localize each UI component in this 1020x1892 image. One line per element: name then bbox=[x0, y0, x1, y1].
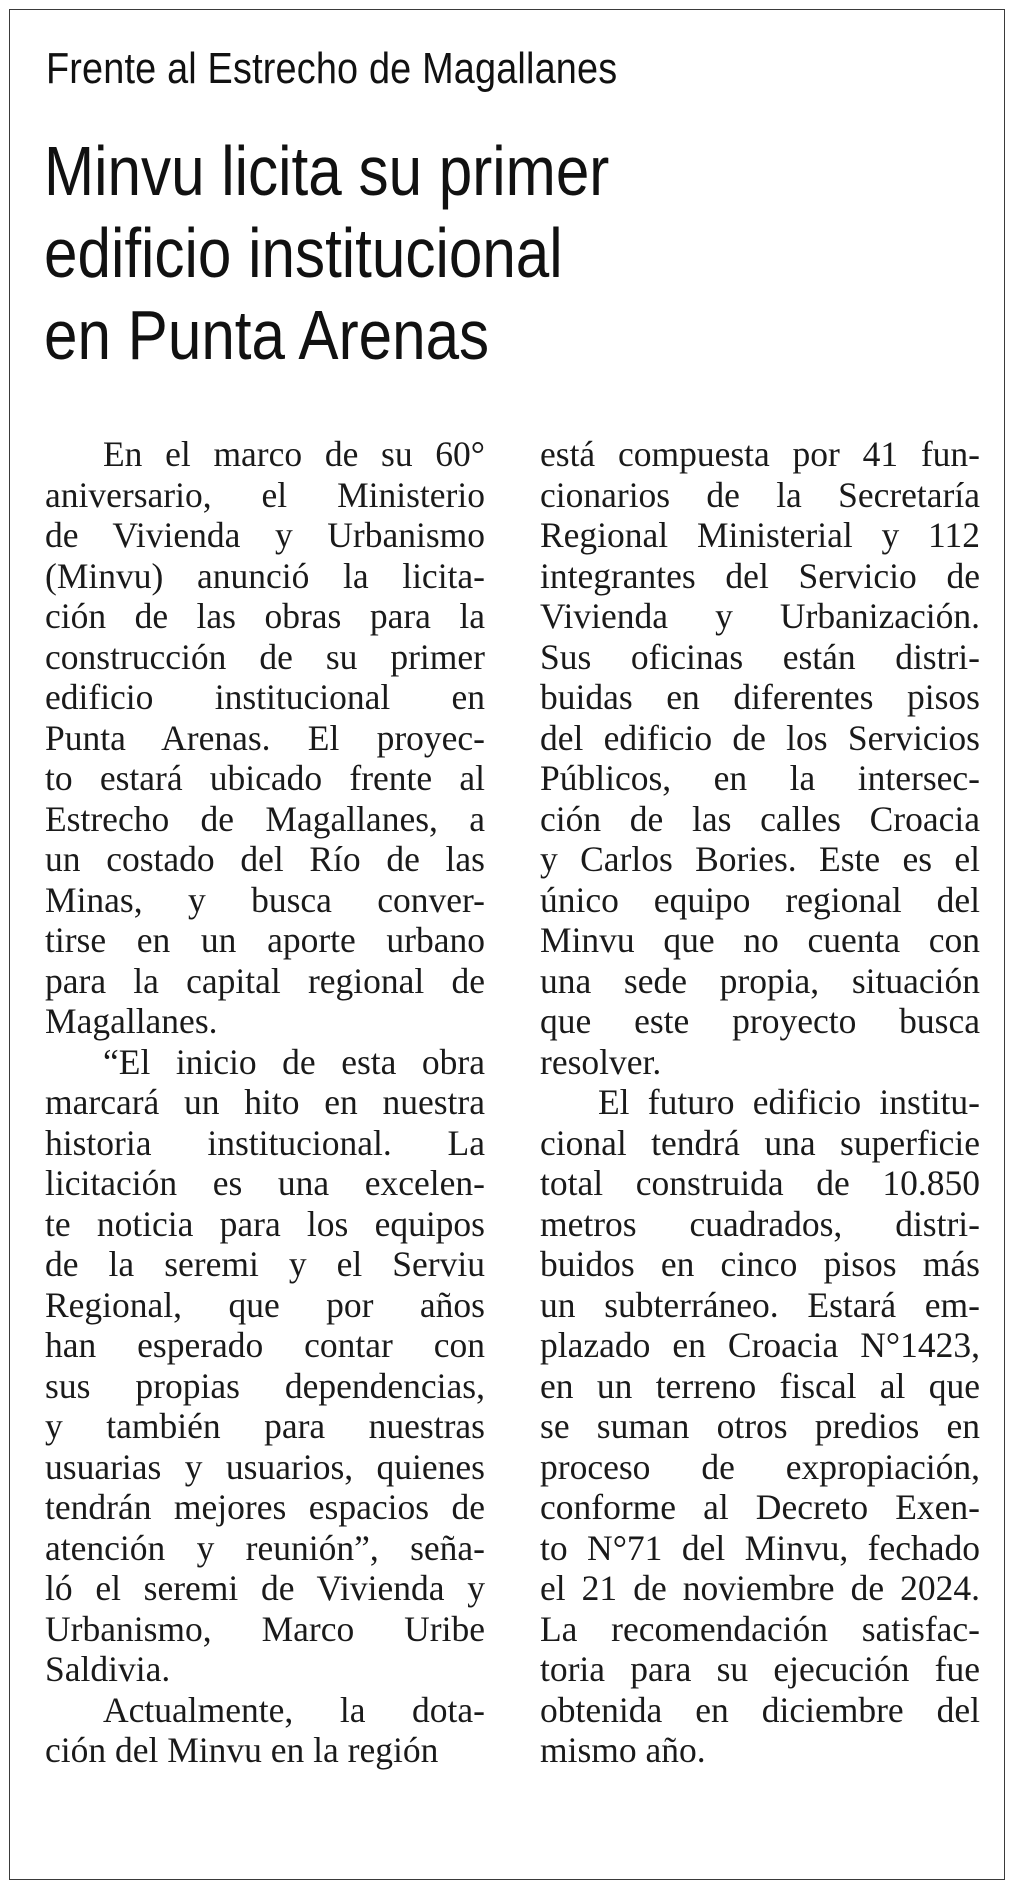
text-line: atención y reunión”, seña- bbox=[45, 1527, 485, 1568]
text-line: En el marco de su 60° bbox=[103, 434, 485, 474]
text-line: se suman otros predios en bbox=[540, 1406, 980, 1446]
text-line: mismo año. bbox=[540, 1730, 706, 1770]
text-line: Estrecho de Magallanes, a bbox=[45, 798, 485, 839]
text-line: y también para nuestras bbox=[45, 1406, 485, 1446]
text-line: en un terreno fiscal al que bbox=[540, 1365, 980, 1406]
text-line: obtenida en diciembre del bbox=[540, 1689, 980, 1730]
text-line: Públicos, en la intersec- bbox=[540, 758, 980, 798]
text-line: cional tendrá una superficie bbox=[540, 1122, 980, 1163]
text-line: Sus oficinas están distri- bbox=[540, 636, 980, 677]
text-line: y Carlos Bories. Este es el bbox=[540, 839, 980, 879]
article-kicker: Frente al Estrecho de Magallanes bbox=[46, 44, 618, 93]
text-line: edificio institucional en bbox=[45, 677, 485, 717]
right-column bbox=[540, 434, 980, 1771]
text-line: “El inicio de esta obra bbox=[103, 1041, 485, 1082]
text-line: ló el seremi de Vivienda y bbox=[45, 1568, 485, 1608]
text-line: te noticia para los equipos bbox=[45, 1203, 485, 1244]
text-line: usuarias y usuarios, quienes bbox=[45, 1446, 485, 1487]
text-line: proceso de expropiación, bbox=[540, 1446, 980, 1487]
text-line: buidas en diferentes pisos bbox=[540, 677, 980, 717]
text-line: Punta Arenas. El proyec- bbox=[45, 717, 485, 758]
text-line: to N°71 del Minvu, fechado bbox=[540, 1527, 980, 1568]
text-line: Regional, que por años bbox=[45, 1284, 485, 1325]
text-line: construcción de su primer bbox=[45, 636, 485, 677]
text-line: to estará ubicado frente al bbox=[45, 758, 485, 798]
article-headline bbox=[44, 130, 609, 376]
text-line: de la seremi y el Serviu bbox=[45, 1244, 485, 1284]
headline-line: Minvu licita su primer bbox=[44, 132, 610, 210]
text-line: del edificio de los Servicios bbox=[540, 717, 980, 758]
text-line: un subterráneo. Estará em- bbox=[540, 1284, 980, 1325]
text-line: ción de las calles Croacia bbox=[540, 798, 980, 839]
text-line: buidos en cinco pisos más bbox=[540, 1244, 980, 1284]
text-line: historia institucional. La bbox=[45, 1122, 485, 1163]
text-line: conforme al Decreto Exen- bbox=[540, 1487, 980, 1527]
text-line: Urbanismo, Marco Uribe bbox=[45, 1608, 485, 1649]
text-line: Regional Ministerial y 112 bbox=[540, 515, 980, 555]
text-line: La recomendación satisfac- bbox=[540, 1608, 980, 1649]
text-line: para la capital regional de bbox=[45, 960, 485, 1001]
headline-line: en Punta Arenas bbox=[44, 296, 490, 374]
text-line: total construida de 10.850 bbox=[540, 1163, 980, 1203]
text-line: cionarios de la Secretaría bbox=[540, 474, 980, 515]
text-line: sus propias dependencias, bbox=[45, 1365, 485, 1406]
text-line: marcará un hito en nuestra bbox=[45, 1082, 485, 1122]
text-line: Minas, y busca conver- bbox=[45, 879, 485, 920]
left-column bbox=[45, 434, 485, 1771]
text-line: Magallanes. bbox=[45, 1001, 218, 1041]
headline-line: edificio institucional bbox=[44, 214, 563, 292]
text-line: El futuro edificio institu- bbox=[598, 1082, 980, 1122]
text-line: Vivienda y Urbanización. bbox=[540, 596, 980, 636]
text-line: Minvu que no cuenta con bbox=[540, 920, 980, 960]
text-line: el 21 de noviembre de 2024. bbox=[540, 1568, 980, 1608]
text-line: tirse en un aporte urbano bbox=[45, 920, 485, 960]
text-line: ción del Minvu en la región bbox=[45, 1730, 439, 1770]
text-line: integrantes del Servicio de bbox=[540, 555, 980, 596]
text-line: han esperado contar con bbox=[45, 1325, 485, 1365]
text-line: metros cuadrados, distri- bbox=[540, 1203, 980, 1244]
text-line: resolver. bbox=[540, 1041, 662, 1082]
text-line: una sede propia, situación bbox=[540, 960, 980, 1001]
text-line: único equipo regional del bbox=[540, 879, 980, 920]
text-line: Actualmente, la dota- bbox=[103, 1689, 485, 1730]
text-line: toria para su ejecución fue bbox=[540, 1649, 980, 1689]
text-line: (Minvu) anunció la licita- bbox=[45, 555, 485, 596]
text-line: que este proyecto busca bbox=[540, 1001, 980, 1041]
text-line: plazado en Croacia N°1423, bbox=[540, 1325, 980, 1365]
text-line: un costado del Río de las bbox=[45, 839, 485, 879]
text-line: de Vivienda y Urbanismo bbox=[45, 515, 485, 555]
text-line: aniversario, el Ministerio bbox=[45, 474, 485, 515]
text-line: ción de las obras para la bbox=[45, 596, 485, 636]
text-line: Saldivia. bbox=[45, 1649, 171, 1689]
text-line: licitación es una excelen- bbox=[45, 1163, 485, 1203]
text-line: está compuesta por 41 fun- bbox=[540, 434, 980, 474]
text-line: tendrán mejores espacios de bbox=[45, 1487, 485, 1527]
